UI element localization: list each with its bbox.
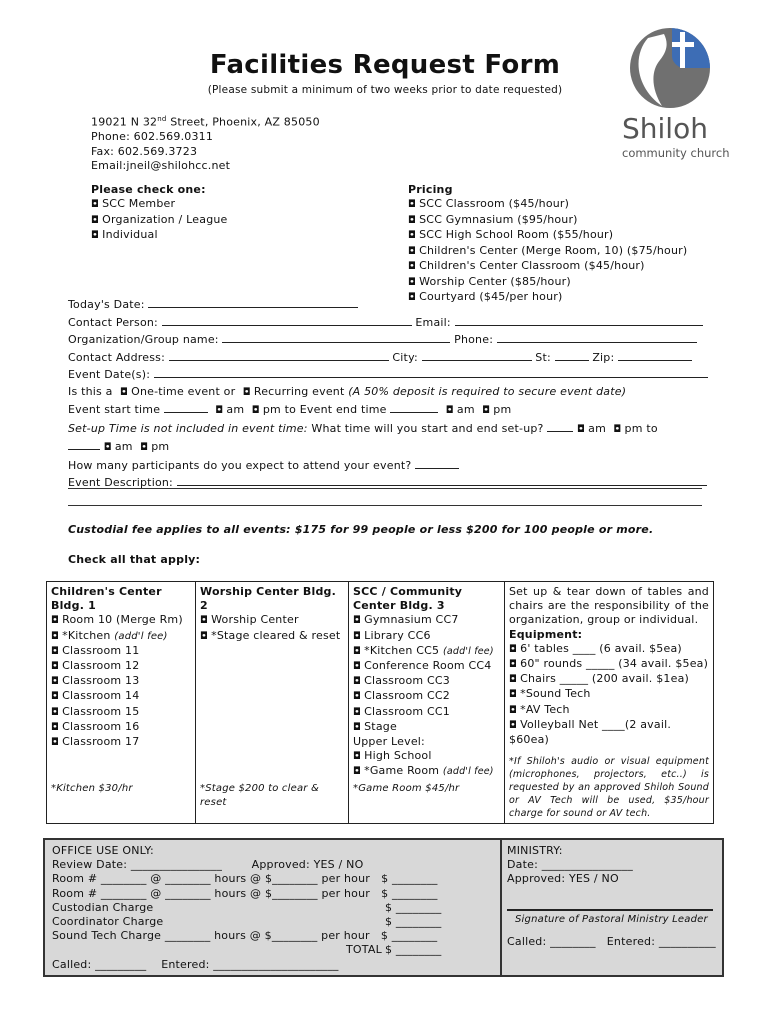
facility-option[interactable]: ◘ Classroom 17	[51, 735, 140, 749]
ministry-called-entered[interactable]: Called: ________ Entered: __________	[507, 934, 716, 948]
facility-option[interactable]: ◘ Room 10 (Merge Rm)	[51, 613, 183, 627]
facility-option[interactable]: ◘ Conference Room CC4	[353, 659, 492, 673]
logo-wordmark: Shiloh	[622, 112, 708, 145]
office-use-box	[43, 838, 724, 977]
upper-level-label: Upper Level:	[353, 735, 425, 749]
one-time-checkbox[interactable]: ◘	[120, 386, 129, 398]
shiloh-logo-mark	[628, 26, 712, 110]
participants-row: How many participants do you expect to attend your event?	[68, 457, 708, 475]
logo-subtitle: community church	[622, 146, 730, 160]
setup-end-row: ◘ am ◘ pm	[68, 438, 708, 457]
facility-option[interactable]: ◘ *Kitchen (add'l fee)	[51, 628, 168, 642]
facilities-table	[46, 581, 714, 824]
address-row: Contact Address: City: St: Zip:	[68, 349, 708, 367]
facility-option[interactable]: ◘ Classroom 12	[51, 659, 140, 673]
equipment-option[interactable]: ◘ *AV Tech	[509, 702, 570, 716]
room-charge-row[interactable]: Room # ________ @ ________ hours @ $________ per hour $ ________	[52, 872, 438, 886]
event-dates-row: Event Date(s):	[68, 366, 708, 384]
zip-field[interactable]	[618, 349, 692, 361]
email-text: Email:jneil@shilohcc.net	[91, 159, 231, 173]
todays-date-field[interactable]	[148, 296, 358, 308]
facility-option[interactable]: ◘ Worship Center	[200, 613, 299, 627]
end-time-field[interactable]	[390, 401, 438, 413]
custodian-row[interactable]: Custodian Charge $ ________	[52, 900, 442, 914]
scc-column	[349, 582, 505, 824]
event-description-row: Event Description:	[68, 474, 708, 492]
member-type-options	[91, 197, 228, 244]
worship-center-heading: Worship Center Bldg. 2	[200, 585, 336, 613]
children-center-column	[47, 582, 196, 824]
signature-label: Signature of Pastoral Ministry Leader	[515, 913, 708, 925]
coordinator-row[interactable]: Coordinator Charge $ ________	[52, 915, 442, 929]
recurring-checkbox[interactable]: ◘	[242, 386, 251, 398]
address-field[interactable]	[169, 349, 389, 361]
option-individual[interactable]: ◘ Individual	[91, 228, 158, 241]
office-divider	[500, 840, 502, 975]
city-field[interactable]	[422, 349, 532, 361]
check-one-heading: Please check one:	[91, 183, 206, 196]
facility-option[interactable]: ◘ *Stage cleared & reset	[200, 628, 341, 642]
kitchen-footnote: *Kitchen $30/hr	[51, 783, 133, 794]
ministry-section	[507, 844, 717, 949]
signature-line[interactable]	[507, 909, 713, 911]
setup-start-field[interactable]	[547, 420, 573, 432]
sound-tech-row[interactable]: Sound Tech Charge ________ hours @ $________ per hour $ ________	[52, 929, 438, 943]
form-fields	[68, 296, 708, 492]
event-description-field[interactable]	[177, 474, 707, 486]
phone-text: Phone: 602.569.0311	[91, 130, 214, 144]
equipment-option[interactable]: ◘ Chairs _____ (200 avail. $1ea)	[509, 672, 689, 686]
equipment-option[interactable]: ◘ 60" rounds _____ (34 avail. $5ea)	[509, 657, 709, 671]
fax-text: Fax: 602.569.3723	[91, 144, 198, 158]
review-row[interactable]: Review Date: ________________ Approved: YES / NO	[52, 858, 364, 872]
ministry-date[interactable]: Date: ________________	[507, 858, 633, 872]
pricing-item[interactable]: ◘ SCC High School Room ($55/hour)	[408, 228, 614, 241]
setup-time-row: Set-up Time is not included in event time: What time will you start and end set-up? ◘ am ◘ pm to	[68, 421, 658, 435]
event-time-row: Event start time ◘ am ◘ pm to Event end time ◘ am ◘ pm	[68, 403, 512, 416]
facility-option[interactable]: ◘ High School	[353, 749, 432, 763]
facility-option[interactable]: ◘ *Game Room (add'l fee)	[353, 764, 494, 778]
stage-footnote: *Stage $200 to clear & reset	[200, 783, 319, 809]
equipment-heading: Equipment:	[509, 627, 583, 641]
todays-date-row: Today's Date:	[68, 296, 708, 314]
facility-option[interactable]: ◘ Classroom CC3	[353, 674, 450, 688]
office-use-section	[52, 844, 492, 972]
street-address: 19021 N 32nd Street, Phoenix, AZ 85050	[91, 115, 320, 129]
organization-field[interactable]	[222, 331, 450, 343]
pricing-item[interactable]: ◘ SCC Classroom ($45/hour)	[408, 197, 570, 210]
facility-option[interactable]: ◘ Classroom 15	[51, 704, 140, 718]
facility-option[interactable]: ◘ *Kitchen CC5 (add'l fee)	[353, 643, 494, 657]
setup-equipment-column	[505, 582, 714, 824]
pricing-heading: Pricing	[408, 183, 453, 196]
room-charge-row[interactable]: Room # ________ @ ________ hours @ $________ per hour $ ________	[52, 886, 438, 900]
ministry-approved[interactable]: Approved: YES / NO	[507, 872, 619, 886]
equipment-option[interactable]: ◘ Volleyball Net ____(2 avail. $60ea)	[509, 717, 672, 747]
facility-option[interactable]: ◘ Classroom 14	[51, 689, 140, 703]
facility-option[interactable]: ◘ Library CC6	[353, 628, 431, 642]
state-field[interactable]	[555, 349, 589, 361]
ministry-heading: MINISTRY:	[507, 844, 563, 857]
event-dates-field[interactable]	[154, 366, 708, 378]
children-center-heading: Children's Center Bldg. 1	[51, 585, 162, 613]
office-use-heading: OFFICE USE ONLY:	[52, 844, 154, 857]
check-all-heading: Check all that apply:	[68, 553, 201, 566]
equipment-option[interactable]: ◘ 6' tables ____ (6 avail. $5ea)	[509, 641, 682, 655]
pricing-item[interactable]: ◘ Children's Center Classroom ($45/hour)	[408, 259, 645, 272]
facility-option[interactable]: ◘ Classroom CC1	[353, 704, 450, 718]
email-field[interactable]	[455, 314, 703, 326]
called-entered-row[interactable]: Called: _________ Entered: ______________________	[52, 957, 339, 971]
description-line[interactable]	[68, 505, 702, 506]
start-time-field[interactable]	[164, 401, 208, 413]
option-scc-member[interactable]: ◘ SCC Member	[91, 197, 176, 210]
setup-end-field[interactable]	[68, 438, 100, 450]
description-line[interactable]	[68, 488, 702, 489]
form-title: Facilities Request Form	[209, 50, 561, 80]
scc-heading: SCC / Community Center Bldg. 3	[353, 585, 463, 613]
phone-field[interactable]	[497, 331, 697, 343]
facility-option[interactable]: ◘ Gymnasium CC7	[353, 613, 459, 627]
pricing-item[interactable]: ◘ Children's Center (Merge Room, 10) ($75/hour)	[408, 243, 688, 257]
game-room-footnote: *Game Room $45/hr	[353, 783, 460, 794]
church-contact-block	[91, 112, 320, 174]
event-type-row: Is this a ◘ One-time event or ◘ Recurring event (A 50% deposit is required to secure event date)	[68, 384, 627, 398]
pricing-item[interactable]: ◘ Worship Center ($85/hour)	[408, 274, 571, 288]
contact-person-field[interactable]	[162, 314, 412, 326]
pricing-list	[408, 197, 687, 306]
facility-option[interactable]: ◘ Classroom CC2	[353, 689, 450, 703]
option-organization[interactable]: ◘ Organization / League	[91, 212, 228, 226]
facility-option[interactable]: ◘ Classroom 11	[51, 643, 140, 657]
setup-responsibility-text: Set up & tear down of tables and chairs are the responsibility of the organization, group or individual.	[509, 585, 709, 627]
total-row[interactable]: TOTAL $ ________	[346, 943, 442, 957]
participants-field[interactable]	[415, 457, 459, 469]
av-footnote: *If Shiloh's audio or visual equipment (microphones, projectors, etc..) is requested by an approved Shiloh Sound or AV Tech will be used, $35/hour charge for sound or AV tech.	[509, 756, 709, 820]
form-subtitle: (Please submit a minimum of two weeks prior to date requested)	[207, 84, 563, 96]
contact-person-row: Contact Person: Email:	[68, 314, 708, 332]
equipment-option[interactable]: ◘ *Sound Tech	[509, 687, 591, 701]
facility-option[interactable]: ◘ Stage	[353, 719, 397, 733]
facility-option[interactable]: ◘ Classroom 13	[51, 674, 140, 688]
organization-row: Organization/Group name: Phone:	[68, 331, 708, 349]
pricing-item[interactable]: ◘ Courtyard ($45/per hour)	[408, 290, 563, 303]
worship-center-column	[196, 582, 349, 824]
custodial-fee-note: Custodial fee applies to all events: $175 for 99 people or less $200 for 100 people or more.	[68, 523, 654, 536]
pricing-item[interactable]: ◘ SCC Gymnasium ($95/hour)	[408, 212, 578, 226]
facility-option[interactable]: ◘ Classroom 16	[51, 719, 140, 733]
